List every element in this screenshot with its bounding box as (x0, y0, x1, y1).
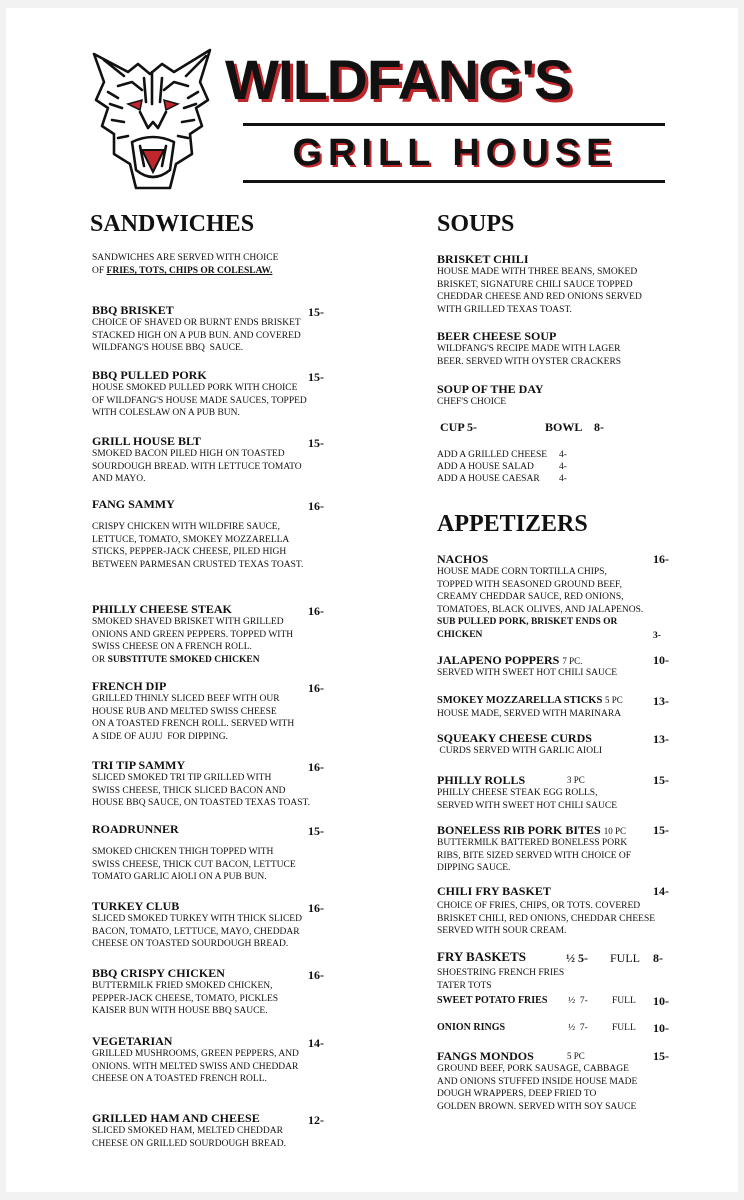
appetizer-count: 3 PC (567, 775, 585, 785)
sandwich-desc (92, 913, 332, 951)
sandwich-desc-line: HOUSE BBQ SAUCE, ON TOASTED TEXAS TOAST. (92, 798, 310, 808)
sandwich-name: BBQ CRISPY CHICKEN (92, 966, 225, 980)
sandwich-desc-line: CRISPY CHICKEN WITH WILDFIRE SAUCE, (92, 522, 280, 532)
appetizer-price: 16- (653, 552, 669, 566)
full-price: 8- (653, 951, 663, 965)
sandwich-name: FANG SAMMY (92, 497, 175, 511)
sandwich-desc-line: HOUSE SMOKED PULLED PORK WITH CHOICE (92, 383, 298, 393)
appetizer-price: 14- (653, 884, 669, 898)
soup-desc-line: HOUSE MADE WITH THREE BEANS, SMOKED (437, 267, 638, 277)
appetizer-desc: BUTTERMILK BATTERED BONELESS PORK RIBS, BITE SIZED SERVED WITH CHOICE OF DIPPING SAUCE. (437, 838, 632, 873)
appetizer-name: SMOKEY MOZZARELLA STICKS 5 PC (437, 695, 623, 706)
sandwich-desc-line: BACON, TOMATO, LETTUCE, MAYO, CHEDDAR (92, 926, 300, 937)
appetizer-price: 15- (653, 1049, 669, 1063)
wildcat-head-logo (88, 42, 220, 192)
soup-name: BEER CHEESE SOUP (437, 329, 557, 343)
half-price: ½ 5- (566, 951, 588, 965)
soups-title: SOUPS (437, 211, 515, 237)
appetizer-desc: GROUND BEEF, PORK SAUSAGE, CABBAGE AND ONIONS STUFFED INSIDE HOUSE MADE DOUGH WRAPPERS, DEEP FRIED TO GOLDEN BROWN. SERVED WITH SOY SAUCE (437, 1064, 638, 1112)
sandwich-desc-line: STACKED HIGH ON A PUB BUN. AND COVERED (92, 330, 301, 341)
soup-desc-line: WILDFANG'S RECIPE MADE WITH LAGER (437, 344, 621, 354)
sandwich-price: 15- (308, 824, 324, 838)
sandwich-desc-line: TOMATO GARLIC AIOLI ON A PUB BUN. (92, 872, 267, 882)
appetizers-title: APPETIZERS (437, 511, 588, 537)
appetizer-desc: HOUSE MADE CORN TORTILLA CHIPS, TOPPED WITH SEASONED GROUND BEEF, CREAMY CHEDDAR SAUCE, RED ONIONS, TOMATOES, BLACK OLIVES, AND JALAPENOS. SUB PULLED PORK, BRISKET ENDS OR CHICKEN (437, 567, 644, 640)
sandwich-substitute: OR SUBSTITUTE SMOKED CHICKEN (92, 654, 260, 665)
appetizer-price: 10- (653, 653, 669, 667)
sandwich-desc-line: BUTTERMILK FRIED SMOKED CHICKEN, (92, 981, 273, 991)
soup-item (437, 329, 687, 368)
appetizer-name: PHILLY ROLLS (437, 773, 526, 787)
sandwich-name: BBQ PULLED PORK (92, 368, 207, 382)
soup-item (437, 382, 687, 409)
soup-desc-line: BRISKET, SIGNATURE CHILI SAUCE TOPPED (437, 279, 633, 290)
sandwich-name: GRILLED HAM AND CHEESE (92, 1111, 260, 1125)
addon-label: ADD A HOUSE SALAD (437, 462, 534, 472)
sandwich-price: 16- (308, 681, 324, 695)
sandwich-desc (92, 616, 332, 666)
sandwich-desc (92, 521, 332, 571)
appetizer-name: BONELESS RIB PORK BITES 10 PC (437, 823, 626, 837)
soup-desc-line: BEER. SERVED WITH OYSTER CRACKERS (437, 356, 622, 367)
appetizer-price: 13- (653, 694, 669, 708)
soup-name: SOUP OF THE DAY (437, 382, 544, 396)
sandwich-name: FRENCH DIP (92, 679, 167, 693)
addon-price: 4- (559, 462, 567, 472)
sandwich-desc-line: AND MAYO. (92, 474, 146, 484)
sandwich-desc-line: SOURDOUGH BREAD. WITH LETTUCE TOMATO (92, 461, 302, 472)
sandwich-desc-line: LETTUCE, TOMATO, SMOKEY MOZZARELLA (92, 534, 290, 545)
sandwich-price: 16- (308, 604, 324, 618)
sandwich-desc (92, 846, 332, 884)
sandwich-desc-line: ON A TOASTED FRENCH ROLL. SERVED WITH (92, 719, 295, 729)
sandwich-desc-line: CHEESE ON TOASTED SOURDOUGH BREAD. (92, 939, 289, 949)
sandwich-desc-line: CHEESE ON GRILLED SOURDOUGH BREAD. (92, 1138, 286, 1149)
half-price: ½ 7- (568, 996, 588, 1006)
addon-label: ADD A HOUSE CAESAR (437, 474, 540, 484)
sandwich-price: 16- (308, 499, 324, 513)
sandwich-name: ROADRUNNER (92, 822, 179, 836)
appetizer-desc: PHILLY CHEESE STEAK EGG ROLLS, SERVED WITH SWEET HOT CHILI SAUCE (437, 788, 617, 811)
sandwich-desc-line: KAISER BUN WITH HOUSE BBQ SAUCE. (92, 1006, 268, 1016)
sandwich-desc-line: OF WILDFANG'S HOUSE MADE SAUCES, TOPPED (92, 395, 307, 406)
sandwich-desc-line: SWISS CHEESE, THICK SLICED BACON AND (92, 785, 286, 796)
full-price: 10- (653, 994, 669, 1008)
sandwich-desc (92, 317, 332, 355)
sandwich-desc-line: A SIDE OF AUJU FOR DIPPING. (92, 731, 228, 742)
soup-desc-line: CHEDDAR CHEESE AND RED ONIONS SERVED (437, 292, 642, 302)
appetizer-name: SWEET POTATO FRIES (437, 995, 548, 1006)
cup-price: CUP 5- (440, 420, 477, 434)
sandwiches-intro: SANDWICHES ARE SERVED WITH CHOICE OF FRIES, TOTS, CHIPS OR COLESLAW. (92, 253, 279, 276)
sandwich-desc-line: WITH COLESLAW ON A PUB BUN. (92, 408, 240, 418)
sandwich-desc (92, 448, 332, 486)
bowl-price: 8- (594, 420, 604, 434)
sandwich-price: 15- (308, 436, 324, 450)
appetizer-desc: CHOICE OF FRIES, CHIPS, OR TOTS. COVERED BRISKET CHILI, RED ONIONS, CHEDDAR CHEESE SERVED WITH SOUR CREAM. (437, 901, 656, 936)
soup-item (437, 252, 687, 316)
appetizer-price: 15- (653, 773, 669, 787)
sandwich-price: 12- (308, 1113, 324, 1127)
full-label: FULL (610, 951, 640, 965)
sandwich-desc-line: HOUSE RUB AND MELTED SWISS CHEESE (92, 706, 277, 717)
sandwiches-title: SANDWICHES (90, 211, 255, 237)
appetizer-name: ONION RINGS (437, 1022, 506, 1033)
appetizer-desc: SHOESTRING FRENCH FRIES TATER TOTS (437, 968, 565, 991)
appetizer-price: 15- (653, 823, 669, 837)
half-price: ½ 7- (568, 1023, 588, 1033)
appetizer-name: CHILI FRY BASKET (437, 884, 551, 898)
soup-desc-line: CHEF'S CHOICE (437, 397, 507, 407)
header-divider-top (243, 123, 665, 126)
sandwich-price: 15- (308, 305, 324, 319)
brand-name: WILDFANG'S (225, 48, 572, 111)
header-divider-bottom (243, 180, 665, 183)
sandwich-price: 16- (308, 901, 324, 915)
sandwich-desc-line: SMOKED CHICKEN THIGH TOPPED WITH (92, 847, 274, 857)
sandwich-desc-line: SWISS CHEESE, THICK CUT BACON, LETTUCE (92, 859, 296, 870)
sandwich-price: 14- (308, 1036, 324, 1050)
sandwich-price: 16- (308, 968, 324, 982)
sandwich-desc-line: ONIONS AND GREEN PEPPERS. TOPPED WITH (92, 629, 294, 640)
sandwich-desc-line: ONIONS. WITH MELTED SWISS AND CHEDDAR (92, 1061, 299, 1072)
sandwich-name: GRILL HOUSE BLT (92, 434, 201, 448)
sandwich-desc-line: BETWEEN PARMESAN CRUSTED TEXAS TOAST. (92, 559, 304, 570)
sandwich-name: VEGETARIAN (92, 1034, 173, 1048)
addon-price: 4- (559, 474, 567, 484)
appetizer-name: FRY BASKETS (437, 949, 527, 964)
sandwich-desc (92, 772, 332, 810)
sandwich-desc-line: SLICED SMOKED TURKEY WITH THICK SLICED (92, 914, 302, 924)
sandwich-desc (92, 980, 332, 1018)
sandwich-desc (92, 693, 332, 743)
appetizer-name: SQUEAKY CHEESE CURDS (437, 731, 592, 745)
appetizer-desc: HOUSE MADE, SERVED WITH MARINARA (437, 709, 622, 719)
brand-subtitle: GRILL HOUSE (292, 132, 618, 174)
full-label: FULL (612, 1023, 636, 1033)
sandwich-desc-line: SMOKED BACON PILED HIGH ON TOASTED (92, 449, 285, 459)
sandwich-desc (92, 1125, 332, 1150)
soup-desc-line: WITH GRILLED TEXAS TOAST. (437, 304, 572, 315)
appetizer-name: NACHOS (437, 552, 489, 566)
bowl-label: BOWL (545, 420, 583, 434)
appetizer-name: JALAPENO POPPERS 7 PC. (437, 653, 583, 667)
sandwich-desc-line: CHEESE ON A TOASTED FRENCH ROLL. (92, 1074, 267, 1084)
addon-price: 4- (559, 450, 567, 460)
appetizer-price: 13- (653, 732, 669, 746)
sandwich-price: 15- (308, 370, 324, 384)
sandwich-desc-line: SWISS CHEESE ON A FRENCH ROLL. (92, 642, 252, 652)
sandwich-price: 16- (308, 760, 324, 774)
appetizer-desc: SERVED WITH SWEET HOT CHILI SAUCE (437, 668, 617, 678)
sandwich-name: PHILLY CHEESE STEAK (92, 602, 232, 616)
sandwich-desc-line: STICKS, PEPPER-JACK CHEESE, PILED HIGH (92, 547, 287, 557)
sandwich-desc-line: PEPPER-JACK CHEESE, TOMATO, PICKLES (92, 993, 279, 1004)
sandwich-desc (92, 382, 332, 420)
sandwich-name: TURKEY CLUB (92, 899, 180, 913)
sandwich-name: BBQ BRISKET (92, 303, 174, 317)
full-label: FULL (612, 996, 636, 1006)
sandwich-desc-line: GRILLED MUSHROOMS, GREEN PEPPERS, AND (92, 1049, 299, 1059)
sandwich-desc-line: SMOKED SHAVED BRISKET WITH GRILLED (92, 617, 284, 627)
appetizer-desc: CURDS SERVED WITH GARLIC AIOLI (437, 746, 603, 756)
sandwich-name: TRI TIP SAMMY (92, 758, 186, 772)
appetizer-name: FANGS MONDOS (437, 1049, 534, 1063)
sandwich-desc-line: SLICED SMOKED TRI TIP GRILLED WITH (92, 773, 272, 783)
full-price: 10- (653, 1021, 669, 1035)
sandwich-desc-line: WILDFANG'S HOUSE BBQ SAUCE. (92, 343, 244, 353)
sandwich-desc-line: SLICED SMOKED HAM, MELTED CHEDDAR (92, 1126, 283, 1136)
appetizer-count: 5 PC (567, 1051, 585, 1061)
sandwich-desc (92, 1048, 332, 1086)
sandwich-desc-line: CHOICE OF SHAVED OR BURNT ENDS BRISKET (92, 318, 301, 328)
sandwich-desc-line: GRILLED THINLY SLICED BEEF WITH OUR (92, 694, 280, 704)
addon-label: ADD A GRILLED CHEESE (437, 450, 548, 460)
soup-name: BRISKET CHILI (437, 252, 529, 266)
appetizer-sub-price: 3- (653, 631, 661, 641)
